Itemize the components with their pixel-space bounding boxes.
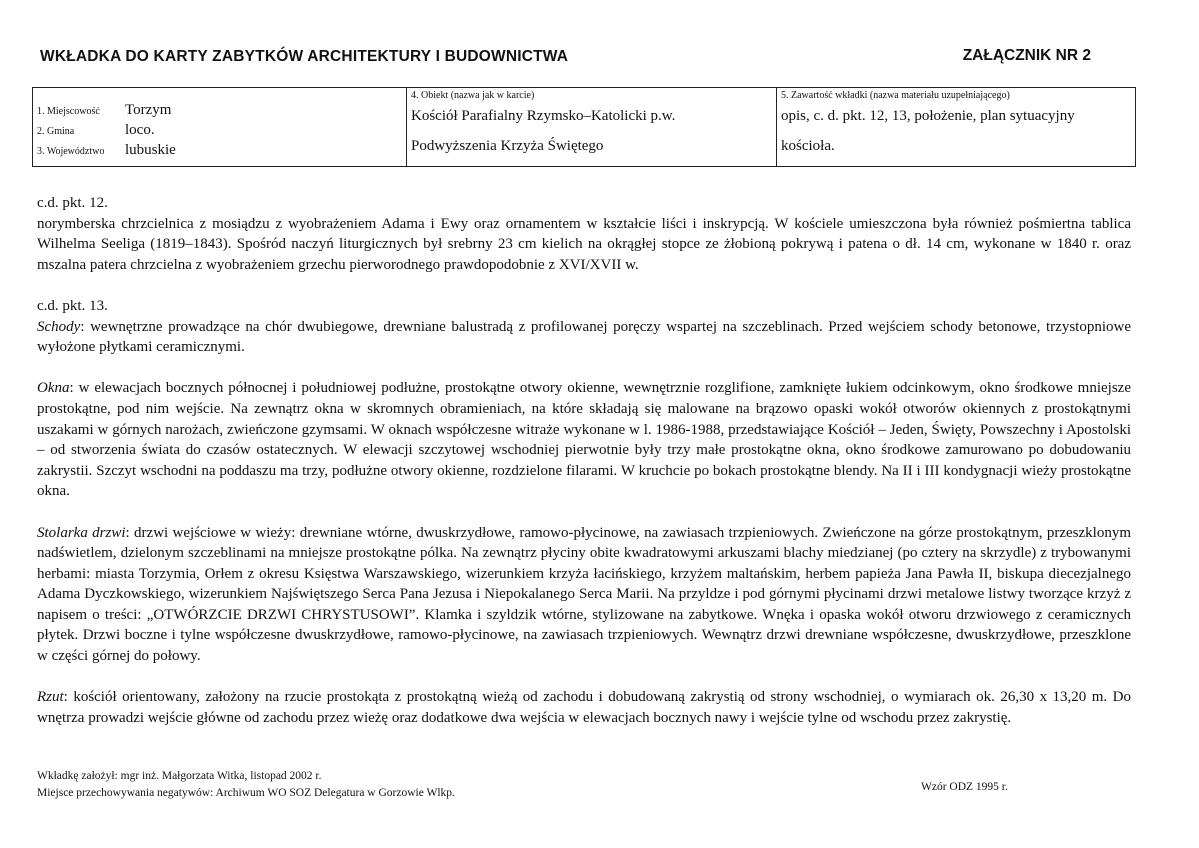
voivodeship-value: lubuskie	[125, 142, 176, 158]
location-column	[33, 88, 407, 166]
object-name-line2: Podwyższenia Krzyża Świętego	[411, 138, 604, 154]
paragraph-doors	[37, 523, 1131, 667]
paragraph-stairs	[37, 317, 1131, 358]
locality-row	[37, 102, 171, 119]
commune-label: 2. Gmina	[37, 126, 75, 137]
document-title: WKŁADKA DO KARTY ZABYTKÓW ARCHITEKTURY I BUDOWNICTWA	[40, 48, 569, 65]
footer-author: Wkładkę założył: mgr inż. Małgorzata Witka, listopad 2002 r.	[37, 770, 322, 782]
section-heading-13: c.d. pkt. 13.	[37, 297, 108, 314]
paragraph-font-and-vessels: norymberska chrzcielnica z mosiądzu z wyobrażeniem Adama i Ewy oraz ornamentem w kształcie liści i inskrypcją. W kościele umieszczona była również pośmiertna tablica Wilhelma Seeliga (1819–1843). Spośród naczyń liturgicznych był srebrny 23 cm kielich na okrągłej stopce ze żłobioną pokrywą i patena o dł. 14 cm, wykonane w 1840 r. oraz mszalna patera chrzcielna z wyobrażeniem grzechu pierworodnego prawdopodobnie z XVI/XVII w.	[37, 215, 1131, 273]
contents-line2: kościoła.	[781, 138, 835, 154]
footer-template: Wzór ODZ 1995 r.	[921, 781, 1008, 793]
plan-lead: Rzut	[37, 689, 64, 706]
stairs-lead: Schody	[37, 318, 81, 335]
windows-lead: Okna	[37, 380, 70, 397]
locality-label: 1. Miejscowość	[37, 106, 100, 117]
object-label: 4. Obiekt (nazwa jak w karcie)	[411, 90, 535, 101]
contents-line1: opis, c. d. pkt. 12, 13, położenie, plan sytuacyjny	[781, 108, 1075, 124]
doors-lead: Stolarka drzwi	[37, 524, 126, 541]
commune-value: loco.	[125, 122, 155, 138]
stairs-text: : wewnętrzne prowadzące na chór dwubiegowe, drewniane balustradą z profilowanej poręczy wspartej na szczeblinach. Przed wejściem schody betonowe, trzystopniowe wyłożone płytkami ceramicznymi.	[37, 318, 1131, 356]
object-name-line1: Kościół Parafialny Rzymsko–Katolicki p.w.	[411, 108, 676, 124]
annex-number: ZAŁĄCZNIK NR 2	[962, 47, 1091, 64]
doors-text: : drzwi wejściowe w wieży: drewniane wtórne, dwuskrzydłowe, ramowo-płycinowe, na zawiasach trzpieniowych. Zwieńczone na górze prostokątnym, przeszklonym nadświetlem, dzielonym szczeblinami na mniejsze prostokątne pólka. Na zewnątrz płyciny obite kwadratowymi arkuszami blachy miedzianej (po cztery na skrzydle) z trybowanymi herbami: miasta Torzymia, Orłem z okresu Księstwa Warszawskiego, wizerunkiem krzyża łacińskiego, krzyżem maltańskim, herbem papieża Jana Pawła II, biskupa diecezjalnego Adama Dyczkowskiego, wizerunkiem Najświętszego Serca Pana Jezusa i Niepokalanego Serca Marii. Na przyldze i pod górnymi płycinami drzwi metalowe listwy tworzące krzyż z napisem o treści: „OTWÓRZCIE DRZWI CHRYSTUSOWI”. Klamka i szyldzik wtórne, stylizowane na zabytkowe. Wnęka i opaska wokół otworu drzwiowego z ceramicznych płytek. Drzwi boczne i tylne współczesne dwuskrzydłowe, ramowo-płycinowe, na zawiasach trzpieniowych. Wewnątrz drzwi drewniane współczesne, dwuskrzydłowe, przeszklone w części górnej do połowy.	[37, 524, 1131, 665]
footer-left	[37, 768, 455, 802]
object-column	[407, 88, 777, 166]
contents-label: 5. Zawartość wkładki (nazwa materiału uzupełniającego)	[781, 90, 1010, 101]
windows-text: : w elewacjach bocznych północnej i południowej podłużne, prostokątne otwory okienne, wewnętrznie rozglifione, zamknięte łukiem odcinkowym, okno środkowe mniejsze prostokątne, pod nim wejście. Na zewnątrz okna w skromnych obramieniach, na które składają się malowane na brązowo opaski wokół otworów okiennych z prostokątnymi uszakami w górnych narożach, zwieńczone gzymsami. W oknach współczesne witraże wykonane w l. 1986-1988, przedstawiające Kościół – Jeden, Święty, Powszechny i Apostolski – od stworzenia świata do czasów ostatecznych. W elewacji szczytowej wschodniej pierwotnie były trzy małe prostokątne okna, okno środkowe zamurowano po dobudowaniu zakrystii. Szczyt wschodni na poddaszu ma trzy, podłużne otwory okienne, rozdzielone filarami. W kruchcie po bokach prostokątne blendy. Na II i III kondygnacji wieży prostokątne okna.	[37, 380, 1131, 500]
voivodeship-label: 3. Województwo	[37, 146, 105, 157]
voivodeship-row	[37, 142, 176, 159]
footer-storage: Miejsce przechowywania negatywów: Archiwum WO SOZ Delegatura w Gorzowie Wlkp.	[37, 787, 455, 799]
paragraph-windows	[37, 378, 1131, 502]
info-box	[32, 87, 1136, 167]
plan-text: : kościół orientowany, założony na rzucie prostokąta z prostokątną wieżą od zachodu i dobudowaną zakrystią od strony wschodniej, o wymiarach ok. 26,30 x 13,20 m. Do wnętrza prowadzi wejście główne od zachodu przez wieżę oraz dodatkowe dwa wejścia w elewacjach bocznych nawy i wejście tylne od wschodu przez zakrystię.	[37, 689, 1131, 726]
commune-row	[37, 122, 155, 139]
section-heading-12: c.d. pkt. 12.	[37, 195, 108, 211]
paragraph-plan	[37, 687, 1131, 728]
contents-column	[777, 88, 1135, 166]
locality-value: Torzym	[125, 102, 172, 118]
body-text	[37, 193, 1131, 728]
